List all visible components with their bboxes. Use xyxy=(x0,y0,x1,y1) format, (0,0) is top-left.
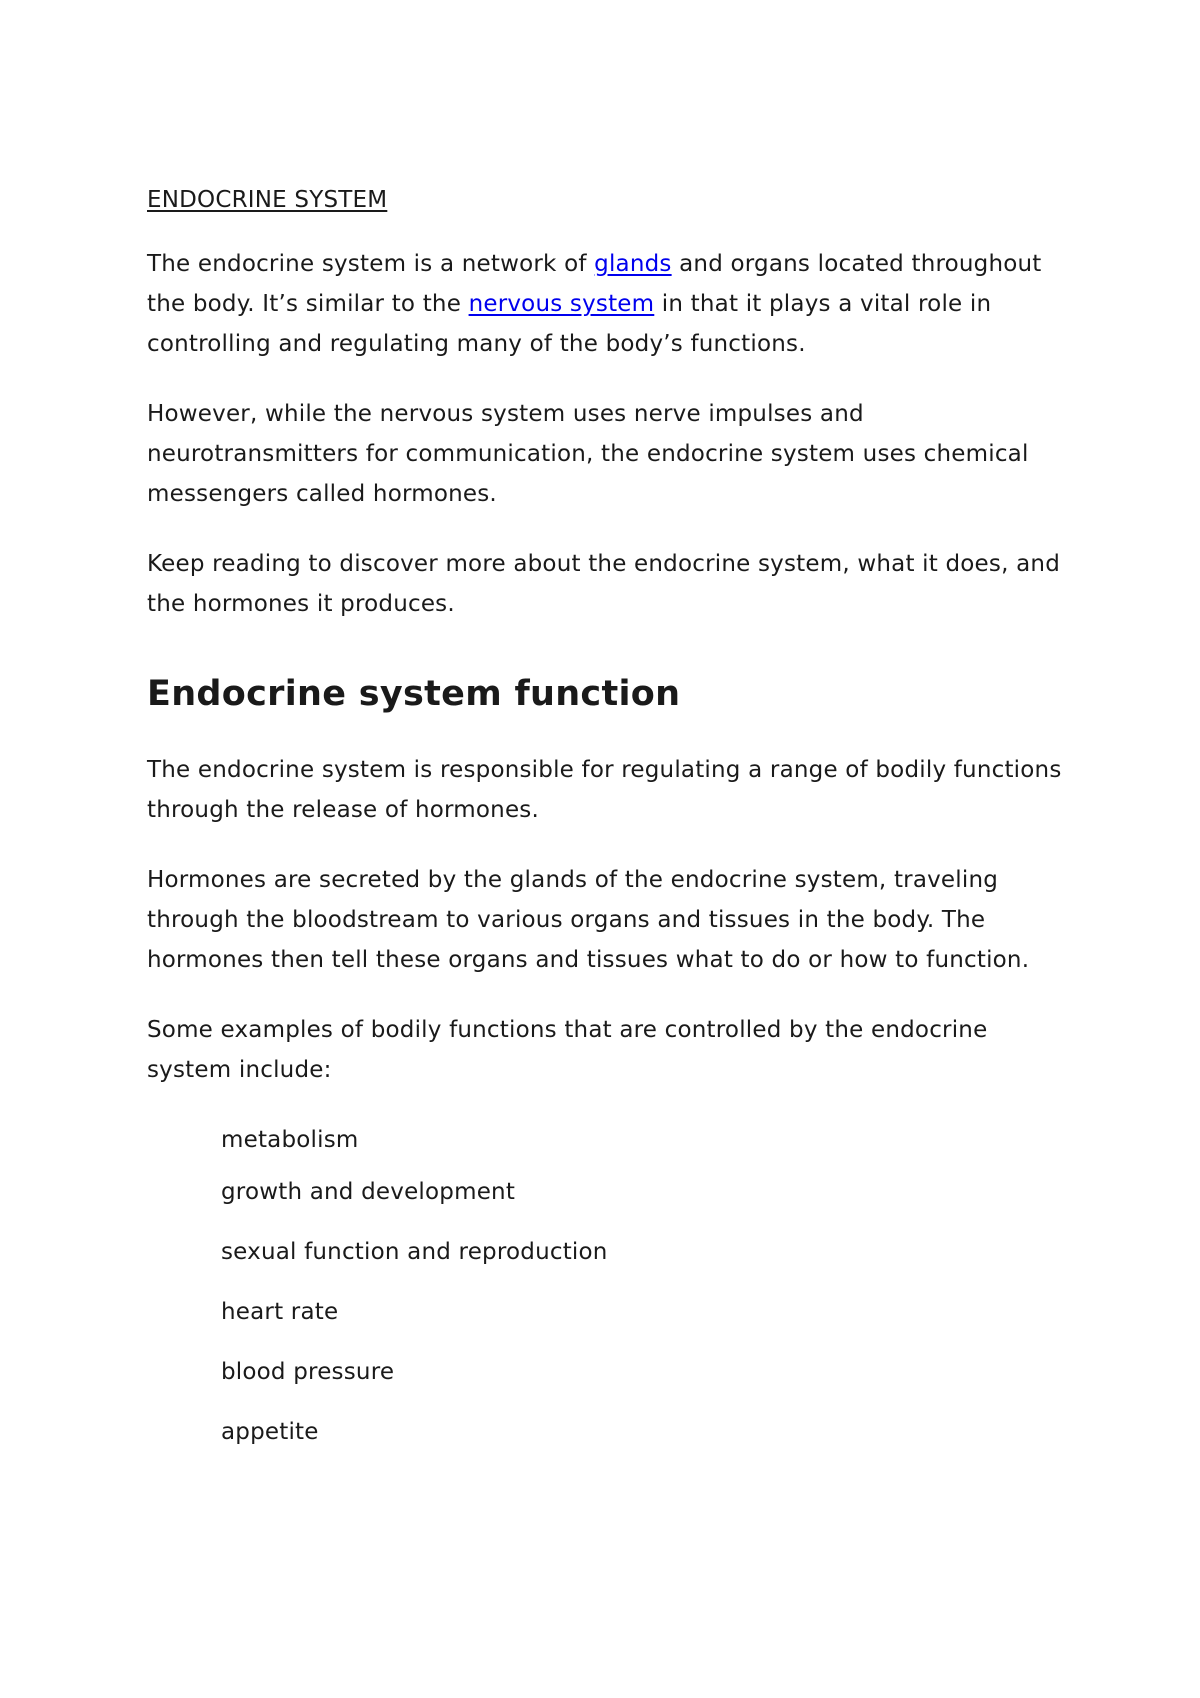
list-item: blood pressure xyxy=(221,1359,395,1385)
list-item: metabolism xyxy=(221,1127,359,1153)
section-paragraph-1: The endocrine system is responsible for regulating a range of bodily functions through the release of hormones. xyxy=(147,757,1062,823)
intro-text-3: in that it plays a vital role in controlling and regulating many of the body’s functions. xyxy=(147,291,992,357)
intro-paragraph-1 xyxy=(147,244,1067,364)
glands-link[interactable]: glands xyxy=(594,251,672,277)
list-item: sexual function and reproduction xyxy=(221,1239,608,1265)
document-page xyxy=(147,180,1067,1472)
intro-paragraph-2: However, while the nervous system uses nerve impulses and neurotransmitters for communication, the endocrine system uses chemical messengers called hormones. xyxy=(147,401,1029,507)
section-paragraph-3: Some examples of bodily functions that are controlled by the endocrine system include: xyxy=(147,1017,988,1083)
intro-text-1: The endocrine system is a network of xyxy=(147,251,595,277)
section-heading: Endocrine system function xyxy=(147,674,681,714)
list-item: growth and development xyxy=(221,1179,516,1205)
nervous-system-link[interactable]: nervous system xyxy=(468,291,655,317)
section-paragraph-2: Hormones are secreted by the glands of the endocrine system, traveling through the bloodstream to various organs and tissues in the body. The hormones then tell these organs and tissues what to do or how to function. xyxy=(147,867,1030,973)
list-item: appetite xyxy=(221,1419,319,1445)
list-item: heart rate xyxy=(221,1299,339,1325)
examples-list xyxy=(147,1120,1067,1452)
document-title: ENDOCRINE SYSTEM xyxy=(147,187,388,213)
intro-text-2: and organs located throughout the body. It’s similar to the xyxy=(147,251,1042,317)
intro-paragraph-3: Keep reading to discover more about the endocrine system, what it does, and the hormones it produces. xyxy=(147,551,1060,617)
